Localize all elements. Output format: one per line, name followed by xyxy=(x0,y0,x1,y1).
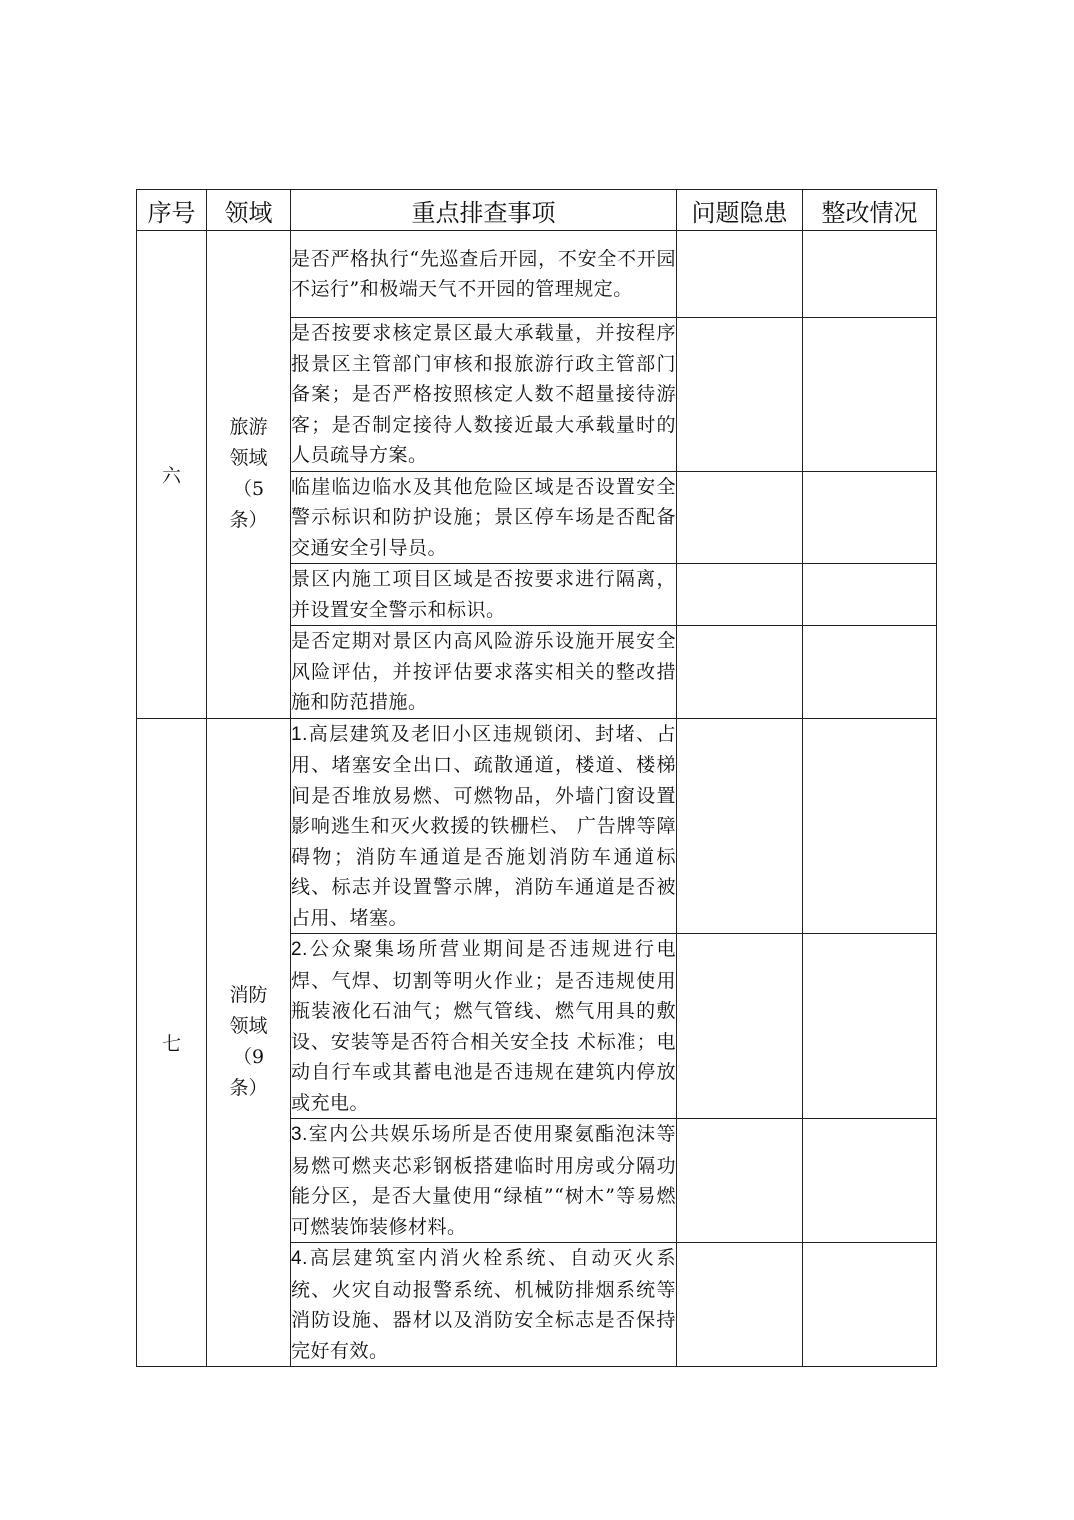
area-line: 领域 xyxy=(229,1015,268,1038)
area-line: （9 xyxy=(232,1046,265,1069)
problem-cell xyxy=(677,564,803,626)
rectify-cell xyxy=(803,626,937,719)
section-area xyxy=(207,231,291,719)
section-seq: 七 xyxy=(137,718,207,1367)
rectify-cell xyxy=(803,718,937,934)
rectify-cell xyxy=(803,934,937,1119)
rectify-cell xyxy=(803,231,937,318)
check-item xyxy=(291,934,677,1119)
rectify-cell xyxy=(803,471,937,564)
item-number: 4. xyxy=(291,1248,308,1269)
section-seq: 六 xyxy=(137,231,207,719)
item-text: 公众聚集场所营业期间是否违规进行电焊、气焊、切割等明火作业；是否违规使用瓶装液化石油气；燃气管线、燃气用具的敷设、安装等是否符合相关安全技 术标准；电动自行车或其蓄电池是否违规在建筑内停放或充电。 xyxy=(291,938,676,1114)
problem-cell xyxy=(677,1243,803,1367)
table-header-row xyxy=(137,190,937,231)
header-seq: 序号 xyxy=(137,190,207,231)
header-problems: 问题隐患 xyxy=(677,190,803,231)
check-item xyxy=(291,318,677,472)
rectify-cell xyxy=(803,318,937,472)
item-text: 临崖临边临水及其他危险区域是否设置安全警示标识和防护设施；景区停车场是否配备交通安全引导员。 xyxy=(291,475,676,559)
problem-cell xyxy=(677,471,803,564)
check-item xyxy=(291,564,677,626)
check-item xyxy=(291,471,677,564)
item-text: 是否严格执行“先巡查后开园，不安全不开园不运行”和极端天气不开园的管理规定。 xyxy=(291,247,676,300)
header-rectification: 整改情况 xyxy=(803,190,937,231)
item-number: 2. xyxy=(291,939,308,960)
inspection-table xyxy=(136,189,937,1367)
problem-cell xyxy=(677,231,803,318)
check-item xyxy=(291,1243,677,1367)
check-item xyxy=(291,231,677,318)
area-line: 条） xyxy=(229,1077,268,1100)
problem-cell xyxy=(677,934,803,1119)
header-key-items: 重点排查事项 xyxy=(291,190,677,231)
rectify-cell xyxy=(803,564,937,626)
problem-cell xyxy=(677,718,803,934)
problem-cell xyxy=(677,1119,803,1243)
table-row xyxy=(137,231,937,318)
section-area xyxy=(207,718,291,1367)
problem-cell xyxy=(677,626,803,719)
area-line: 旅游 xyxy=(229,416,268,439)
item-text: 是否定期对景区内高风险游乐设施开展安全风险评估，并按评估要求落实相关的整改措施和防范措施。 xyxy=(291,630,676,713)
problem-cell xyxy=(677,318,803,472)
item-number: 1. xyxy=(291,723,308,745)
rectify-cell xyxy=(803,1119,937,1243)
check-item xyxy=(291,718,677,934)
item-text: 室内公共娱乐场所是否使用聚氨酯泡沫等易燃可燃夹芯彩钢板搭建临时用房或分隔功能分区，是否大量使用“绿植”“树木”等易燃可燃装饰装修材料。 xyxy=(291,1123,676,1238)
area-line: 消防 xyxy=(229,984,268,1007)
check-item xyxy=(291,626,677,719)
area-line: （5 xyxy=(232,478,265,501)
area-line: 领域 xyxy=(229,447,268,470)
item-number: 3. xyxy=(291,1124,308,1145)
header-area: 领域 xyxy=(207,190,291,231)
item-text: 高层建筑室内消火栓系统、自动灭火系统、火灾自动报警系统、机械防排烟系统等消防设施、器材以及消防安全标志是否保持完好有效。 xyxy=(291,1247,676,1362)
item-text: 是否按要求核定景区最大承载量，并按程序报景区主管部门审核和报旅游行政主管部门备案；是否严格按照核定人数不超量接待游客；是否制定接待人数接近最大承载量时的人员疏导方案。 xyxy=(291,322,676,466)
area-line: 条） xyxy=(229,509,268,532)
table-row xyxy=(137,718,937,934)
rectify-cell xyxy=(803,1243,937,1367)
check-item xyxy=(291,1119,677,1243)
item-text: 高层建筑及老旧小区违规锁闭、封堵、占用、堵塞安全出口、疏散通道，楼道、楼梯间是否堆放易燃、可燃物品，外墙门窗设置影响逃生和灭火救援的铁栅栏、 广告牌等障碍物；消防车通道是否施划消防车通道标线、标志并设置警示牌，消防车通道是否被占用、堵塞。 xyxy=(291,722,676,929)
item-text: 景区内施工项目区域是否按要求进行隔离，并设置安全警示和标识。 xyxy=(291,568,676,621)
